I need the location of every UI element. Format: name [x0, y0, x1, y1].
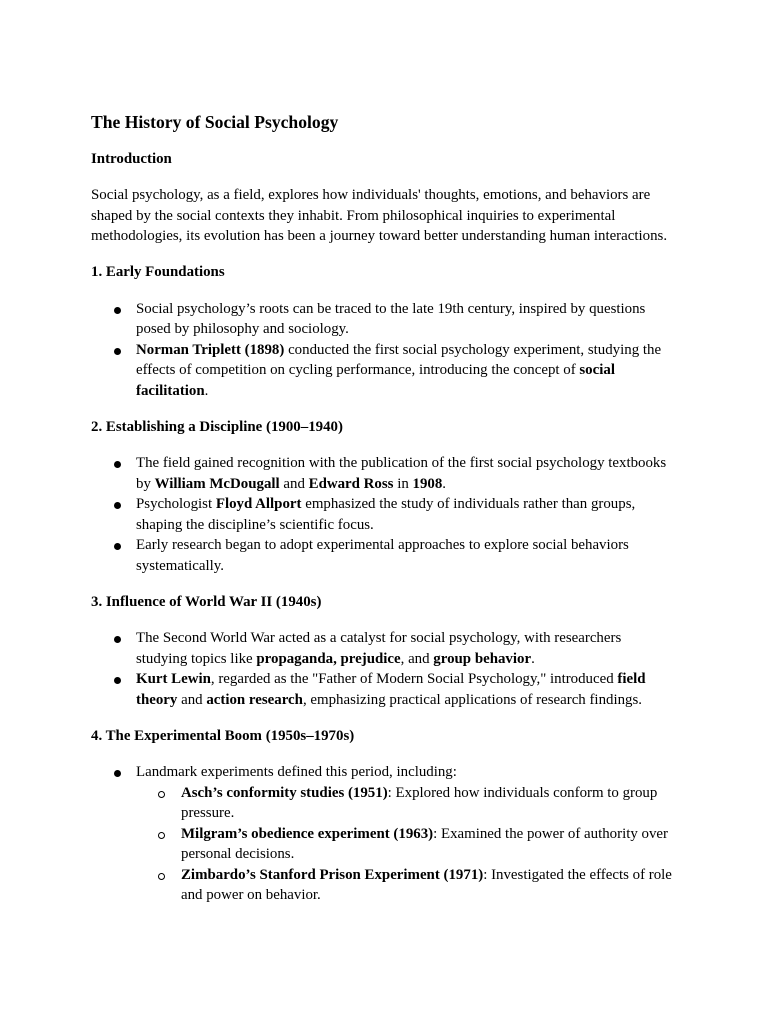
bold-text: Kurt Lewin — [136, 671, 211, 687]
sub-list-item — [91, 783, 768, 824]
text-segment: studying topics like — [136, 650, 257, 667]
list-item-line — [181, 803, 768, 824]
bold-text: Floyd Allport — [215, 496, 302, 512]
bold-text: field — [617, 671, 646, 687]
text-segment: and power on behavior. — [181, 887, 321, 903]
list-item-line — [136, 453, 768, 474]
list-item-line — [136, 762, 768, 783]
list-item — [91, 453, 768, 494]
list-item — [91, 628, 768, 669]
list-item-line — [136, 628, 768, 649]
bold-text: William McDougall — [154, 475, 280, 492]
text-segment: personal decisions. — [181, 846, 295, 862]
bullet-icon — [114, 636, 121, 643]
list-item — [91, 535, 768, 576]
text-segment: , and — [400, 650, 434, 667]
text-segment: : Examined the power of authority over — [433, 825, 668, 842]
text-segment: , emphasizing practical applications of research findings. — [302, 691, 643, 708]
bullet-icon — [114, 502, 121, 509]
bold-text: theory — [136, 691, 178, 708]
text-segment: Social psychology’s roots can be traced to the late 19th century, inspired by questions — [136, 300, 646, 317]
text-segment: effects of competition on cycling performance, introducing the concept of — [136, 362, 580, 378]
text-segment: systematically. — [136, 557, 224, 574]
list-item-line — [136, 515, 768, 536]
hollow-bullet-icon — [158, 832, 165, 839]
list-item-line — [136, 669, 768, 690]
text-segment: by — [136, 475, 155, 492]
text-segment: : Investigated the effects of role — [483, 866, 672, 883]
bold-text: social — [579, 362, 615, 378]
list-item-line — [181, 824, 768, 845]
list-item-line — [181, 885, 768, 906]
introduction-heading: Introduction — [91, 151, 172, 167]
list-item-line — [136, 381, 768, 402]
section-heading: 3. Influence of World War II (1940s) — [91, 593, 322, 610]
section-experimental-boom — [91, 726, 768, 906]
bold-text: Norman Triplett (1898) — [136, 341, 285, 358]
list-item — [91, 340, 768, 402]
bold-text: 1908 — [412, 475, 443, 492]
text-segment: : Explored how individuals conform to group — [387, 784, 658, 801]
section-heading: 2. Establishing a Discipline (1900–1940) — [91, 418, 343, 435]
list-item — [91, 669, 768, 710]
section-heading: 1. Early Foundations — [91, 264, 225, 280]
bullet-icon — [114, 307, 121, 314]
section-world-war-ii — [91, 592, 768, 711]
bold-text: facilitation — [136, 382, 205, 399]
hollow-bullet-icon — [158, 791, 165, 798]
text-segment: Psychologist — [136, 496, 216, 512]
text-segment: The field gained recognition with the publication of the first social psychology textbooks — [136, 455, 667, 471]
list-item-line — [136, 649, 768, 670]
text-segment: . — [531, 650, 535, 667]
bold-text: propaganda, prejudice — [256, 650, 401, 667]
bold-text: Asch’s conformity studies (1951) — [181, 784, 388, 801]
sub-list-item — [91, 824, 768, 865]
list-item-line — [136, 340, 768, 361]
text-segment: conducted the first social psychology experiment, studying the — [284, 341, 662, 358]
list-item-line — [181, 783, 768, 804]
list-item — [91, 762, 768, 783]
text-segment: and — [279, 475, 309, 492]
list-item-line — [136, 319, 768, 340]
introduction-paragraph: Social psychology, as a field, explores how individuals' thoughts, emotions, and behaviors are shaped by the social contexts they inhabit. From philosophical inquiries to experimental methodologies, its evolution has been a journey toward better understanding human interactions. — [91, 187, 668, 244]
text-segment: shaping the discipline’s scientific focus. — [136, 516, 374, 533]
list-item-line — [136, 474, 768, 495]
text-segment: . — [204, 382, 209, 399]
list-item-line — [136, 360, 768, 381]
list-item-line — [136, 690, 768, 711]
text-segment: The Second World War acted as a catalyst for social psychology, with researchers — [136, 630, 622, 646]
bullet-list — [91, 762, 768, 906]
list-item — [91, 299, 768, 340]
list-item-line — [136, 299, 768, 320]
list-item-line — [181, 844, 768, 865]
text-segment: . — [442, 475, 447, 492]
text-segment: , regarded as the "Father of Modern Social Psychology," introduced — [210, 671, 618, 687]
bold-text: Milgram’s obedience experiment (1963) — [181, 825, 434, 842]
bullet-list — [91, 299, 768, 402]
bold-text: group behavior — [433, 650, 532, 667]
bullet-icon — [114, 543, 121, 550]
bullet-list — [91, 628, 768, 710]
text-segment: emphasized the study of individuals rather than groups, — [301, 496, 636, 512]
section-establishing-discipline — [91, 417, 768, 577]
sub-list-item — [91, 865, 768, 906]
section-heading: 4. The Experimental Boom (1950s–1970s) — [91, 727, 355, 744]
bold-text: action research — [206, 691, 303, 708]
text-segment: in — [393, 475, 413, 492]
hollow-bullet-icon — [158, 873, 165, 880]
bold-text: Edward Ross — [308, 475, 394, 492]
bold-text: Zimbardo’s Stanford Prison Experiment (1971) — [181, 866, 484, 883]
text-segment: posed by philosophy and sociology. — [136, 321, 349, 337]
bullet-icon — [114, 461, 121, 468]
bullet-icon — [114, 677, 121, 684]
text-segment: Landmark experiments defined this period, including: — [136, 764, 457, 780]
bullet-icon — [114, 348, 121, 355]
bullet-list — [91, 453, 768, 576]
list-item — [91, 494, 768, 535]
text-segment: pressure. — [181, 805, 235, 821]
bullet-icon — [114, 770, 121, 777]
section-early-foundations — [91, 262, 768, 401]
list-item-line — [136, 556, 768, 577]
list-item-line — [181, 865, 768, 886]
text-segment: and — [177, 691, 207, 708]
document-title: The History of Social Psychology — [91, 112, 339, 132]
list-item-line — [136, 494, 768, 515]
list-item-line — [136, 535, 768, 556]
text-segment: Early research began to adopt experimental approaches to explore social behaviors — [136, 537, 629, 553]
